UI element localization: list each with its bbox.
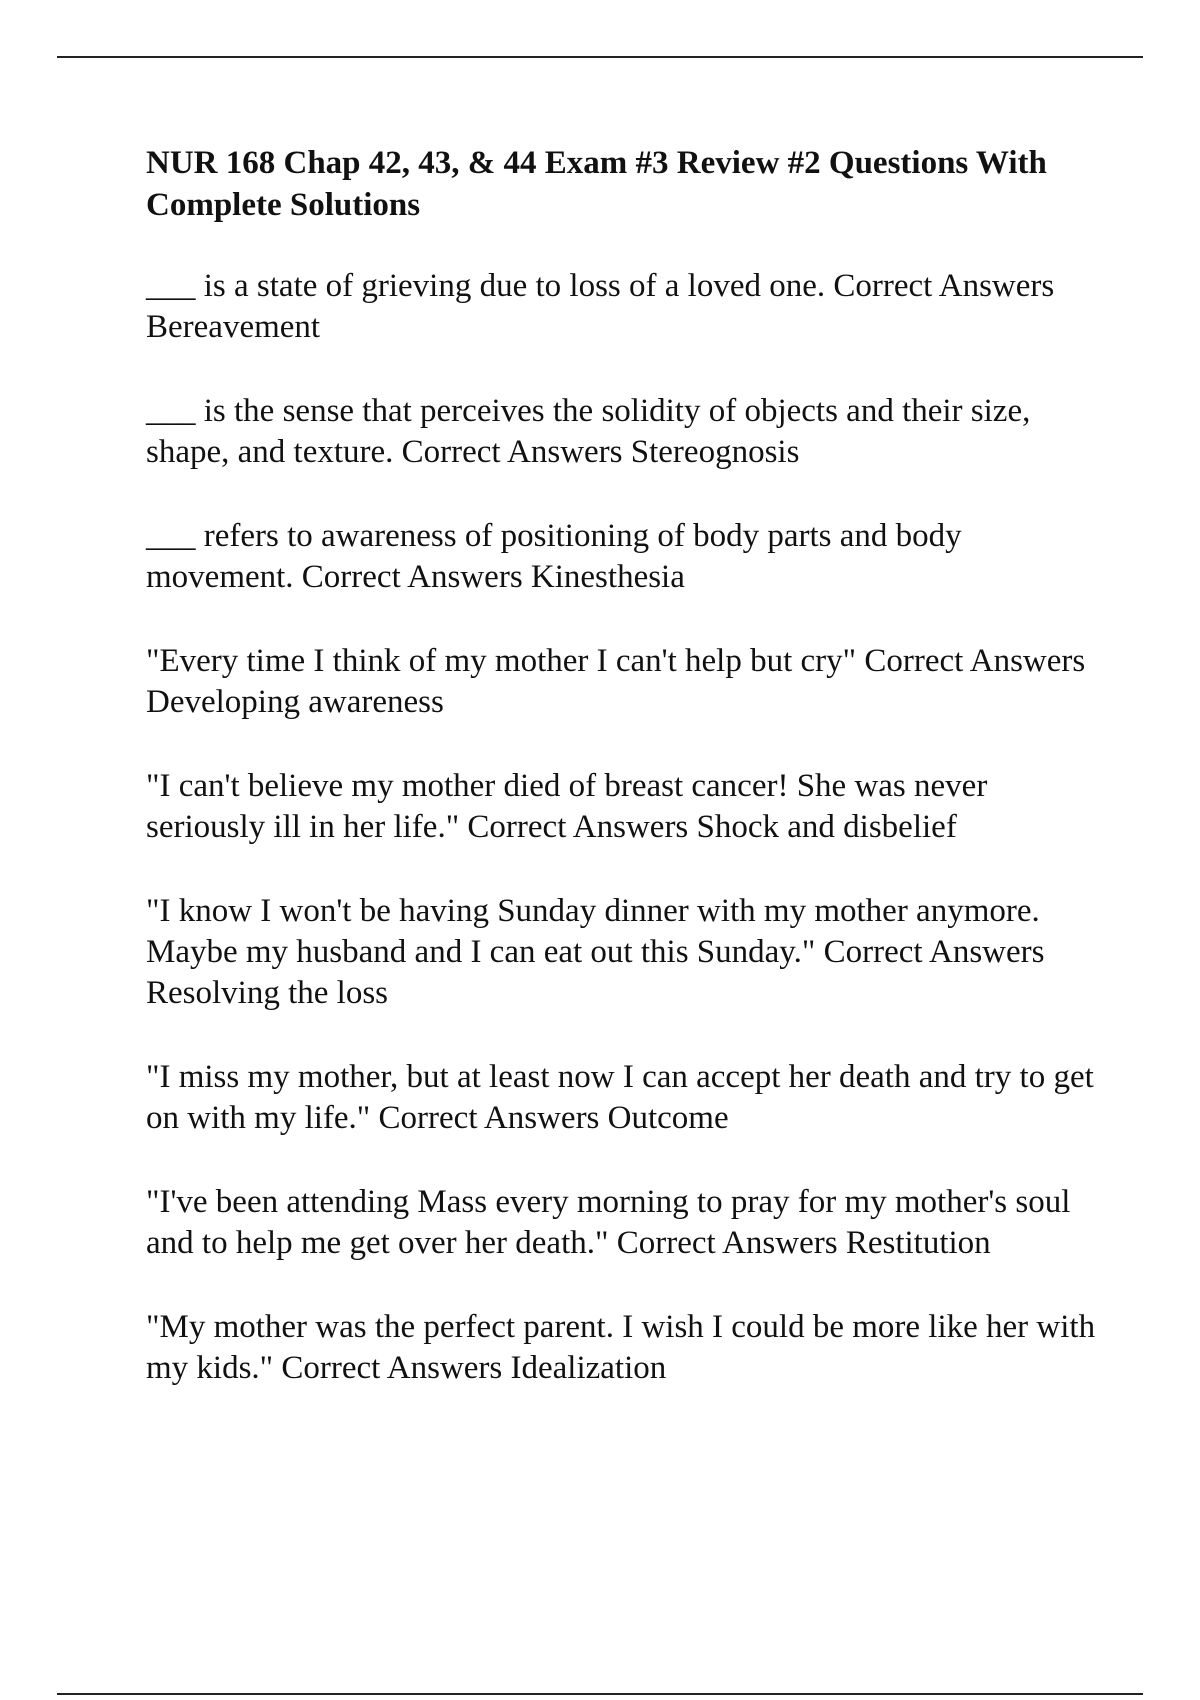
qa-entry: ___ is a state of grieving due to loss of a loved one. Correct Answers Bereavement: [146, 268, 1055, 345]
qa-entry: "I miss my mother, but at least now I can accept her death and try to get on with my life." Correct Answers Outcome: [146, 1059, 1094, 1136]
qa-entry: "I know I won't be having Sunday dinner with my mother anymore. Maybe my husband and I can eat out this Sunday." Correct Answers Resolving the loss: [146, 893, 1045, 1011]
document-body: [146, 142, 1096, 1432]
qa-entry: "My mother was the perfect parent. I wish I could be more like her with my kids." Correct Answers Idealization: [146, 1309, 1096, 1386]
bottom-divider: [57, 1693, 1143, 1695]
qa-entry: ___ refers to awareness of positioning of body parts and body movement. Correct Answers Kinesthesia: [146, 518, 962, 595]
qa-entry: "I've been attending Mass every morning to pray for my mother's soul and to help me get over her death." Correct Answers Restitution: [146, 1184, 1071, 1261]
top-divider: [57, 56, 1143, 58]
qa-entry: ___ is the sense that perceives the solidity of objects and their size, shape, and texture. Correct Answers Stereognosis: [146, 393, 1031, 470]
document-title: NUR 168 Chap 42, 43, & 44 Exam #3 Review #2 Questions With Complete Solutions: [146, 145, 1047, 223]
qa-entry: "I can't believe my mother died of breast cancer! She was never seriously ill in her life." Correct Answers Shock and disbelief: [146, 768, 988, 845]
qa-entry: "Every time I think of my mother I can't help but cry" Correct Answers Developing awareness: [146, 643, 1086, 720]
